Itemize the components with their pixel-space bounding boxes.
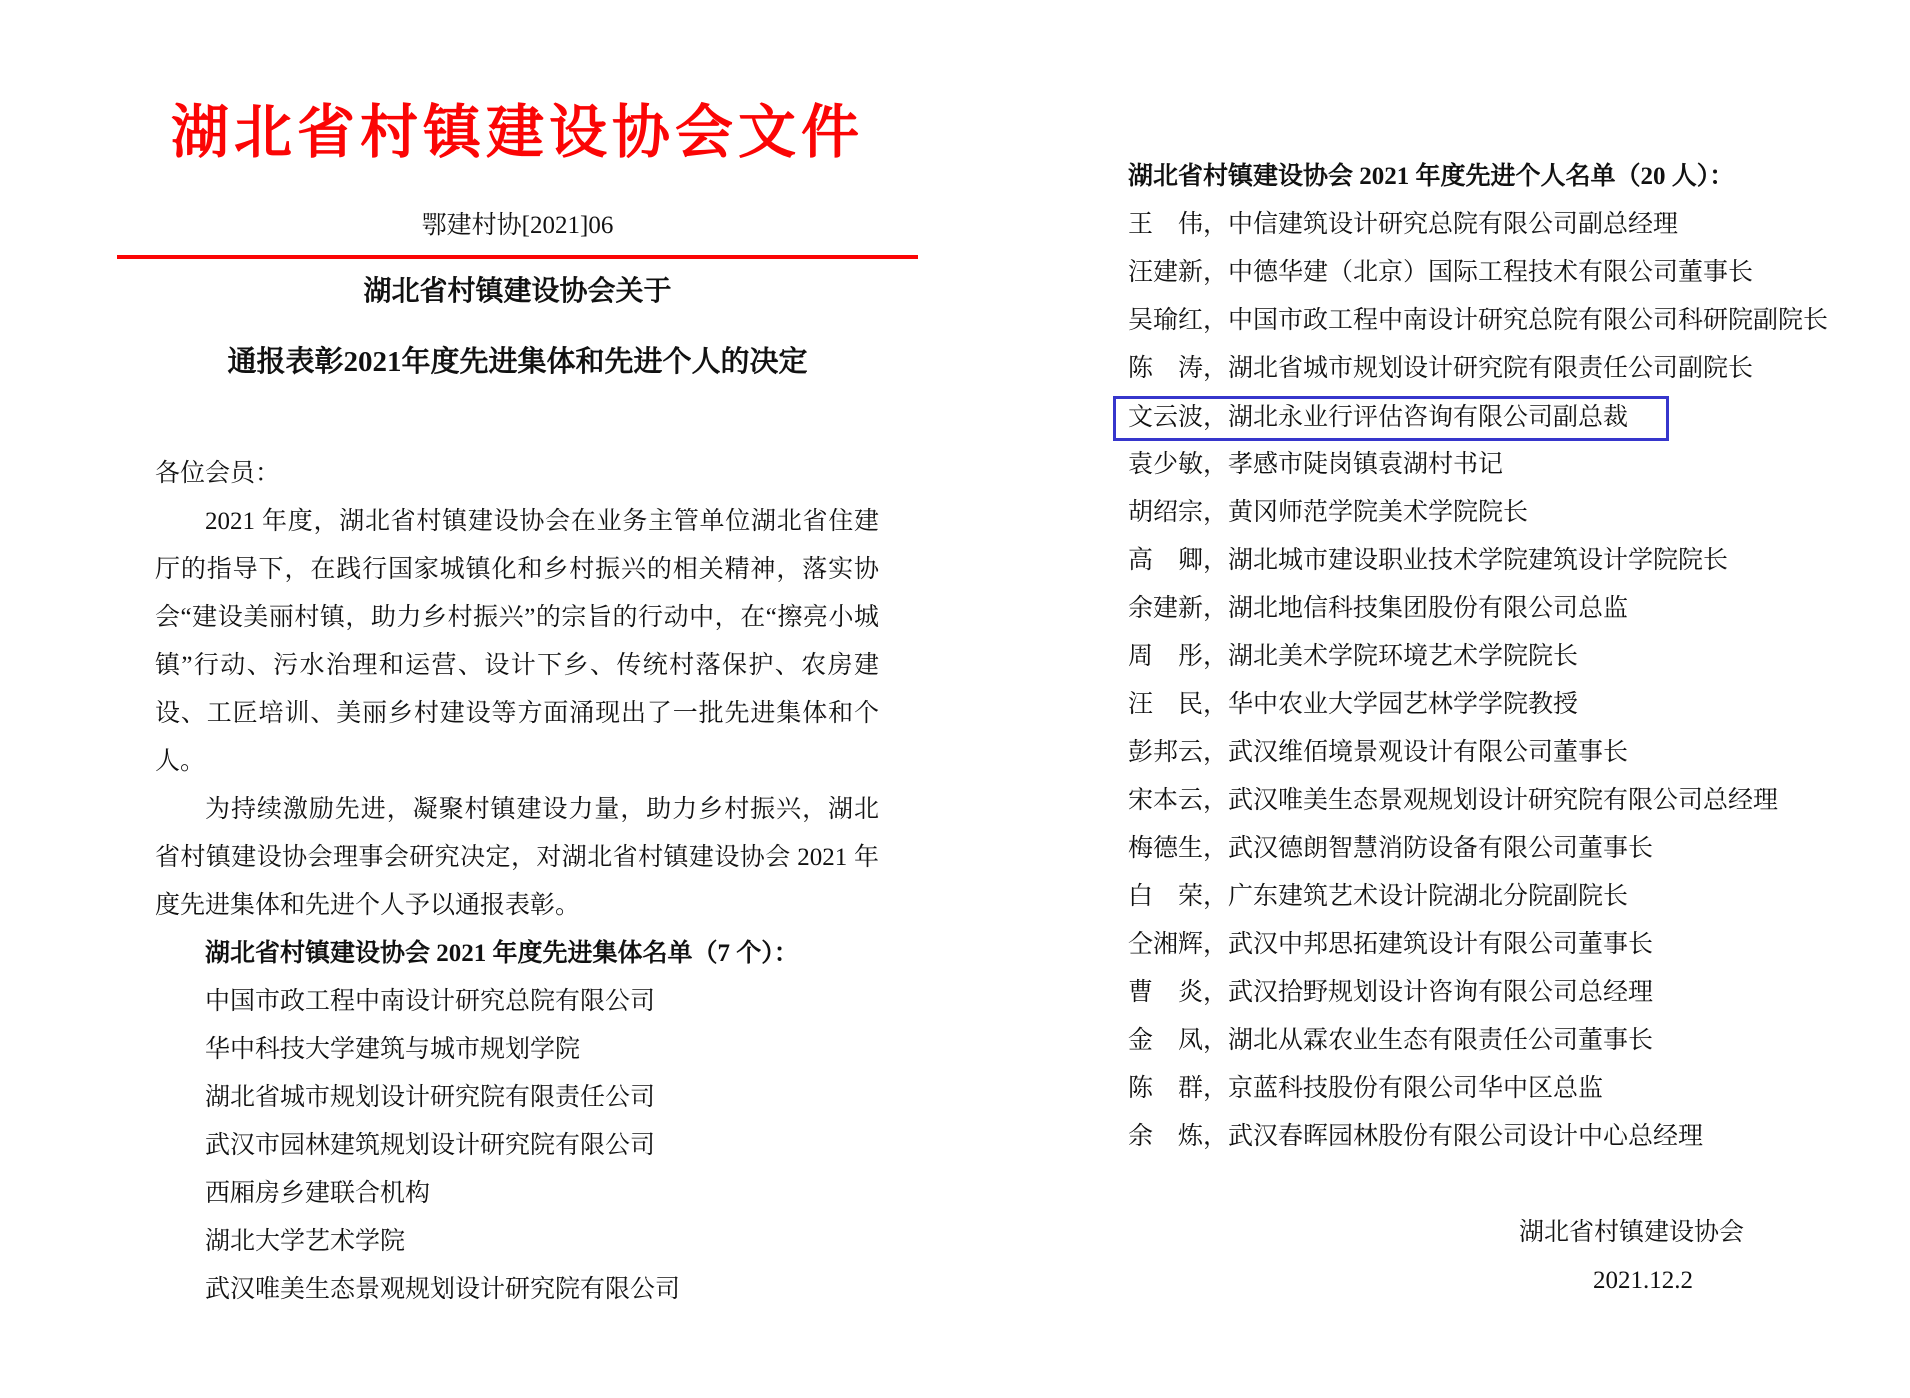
doc-title-line-2: 通报表彰2021年度先进集体和先进个人的决定	[227, 346, 808, 378]
individual-list-heading: 湖北省村镇建设协会 2021 年度先进个人名单（20 人）：	[1128, 163, 1735, 190]
individual-item: 高 卿，湖北城市建设职业技术学院建筑设计学院院长	[1128, 547, 1729, 574]
collective-item: 湖北省城市规划设计研究院有限责任公司	[205, 1084, 656, 1111]
individual-item: 金 凤，湖北从霖农业生态有限责任公司董事长	[1128, 1027, 1654, 1054]
individual-item: 汪 民，华中农业大学园艺林学学院教授	[1128, 691, 1579, 718]
collective-item: 西厢房乡建联合机构	[205, 1180, 431, 1207]
spacer	[1128, 1161, 1758, 1209]
doc-title-line-1: 湖北省村镇建设协会关于	[363, 276, 672, 307]
individual-item: 余建新，湖北地信科技集团股份有限公司总监	[1128, 595, 1629, 622]
individual-item: 袁少敏，孝感市陡岗镇袁湖村书记	[1128, 451, 1504, 478]
collective-item: 中国市政工程中南设计研究总院有限公司	[205, 988, 656, 1015]
individual-item: 余 炼，武汉春晖园林股份有限公司设计中心总经理	[1128, 1123, 1704, 1150]
individual-item: 吴瑜红，中国市政工程中南设计研究总院有限公司科研院副院长	[1128, 307, 1829, 334]
red-rule-divider	[117, 255, 918, 259]
collective-item: 湖北大学艺术学院	[205, 1228, 406, 1255]
paragraph-2: 为持续激励先进，凝聚村镇建设力量，助力乡村振兴，湖北省村镇建设协会理事会研究决定，对湖北省村镇建设协会 2021 年度先进集体和先进个人予以通报表彰。	[155, 796, 879, 919]
individual-item: 彭邦云，武汉维佰境景观设计有限公司董事长	[1128, 739, 1629, 766]
individual-item: 汪建新，中德华建（北京）国际工程技术有限公司董事长	[1128, 259, 1754, 286]
collective-item: 华中科技大学建筑与城市规划学院	[205, 1036, 581, 1063]
individual-item: 仝湘辉，武汉中邦思拓建筑设计有限公司董事长	[1128, 931, 1654, 958]
individual-item-highlighted	[1128, 393, 1758, 441]
collective-list-heading: 湖北省村镇建设协会 2021 年度先进集体名单（7 个）：	[205, 940, 799, 967]
individual-item: 梅德生，武汉德朗智慧消防设备有限公司董事长	[1128, 835, 1654, 862]
signature: 湖北省村镇建设协会	[1518, 1219, 1744, 1246]
individual-item: 宋本云，武汉唯美生态景观规划设计研究院有限公司总经理	[1128, 787, 1779, 814]
right-page-body	[1128, 153, 1829, 1305]
highlight-box: 文云波，湖北永业行评估咨询有限公司副总裁	[1113, 396, 1669, 441]
individual-item: 陈 涛，湖北省城市规划设计研究院有限责任公司副院长	[1128, 355, 1754, 382]
individual-item: 王 伟，中信建筑设计研究总院有限公司副总经理	[1128, 211, 1679, 238]
individual-item: 陈 群，京蓝科技股份有限公司华中区总监	[1128, 1075, 1604, 1102]
date: 2021.12.2	[1593, 1267, 1693, 1294]
individual-item: 曹 炎，武汉拾野规划设计咨询有限公司总经理	[1128, 979, 1654, 1006]
left-page-body	[155, 450, 879, 1314]
collective-item: 武汉市园林建筑规划设计研究院有限公司	[205, 1132, 656, 1159]
masthead-title: 湖北省村镇建设协会文件	[170, 100, 864, 165]
individual-item: 胡绍宗，黄冈师范学院美术学院院长	[1128, 499, 1529, 526]
individual-item: 白 荣，广东建筑艺术设计院湖北分院副院长	[1128, 883, 1629, 910]
salutation: 各位会员：	[155, 460, 281, 487]
paragraph-1: 2021 年度，湖北省村镇建设协会在业务主管单位湖北省住建厅的指导下，在践行国家城镇化和乡村振兴的相关精神，落实协会“建设美丽村镇，助力乡村振兴”的宗旨的行动中，在“擦亮小城镇”行动、污水治理和运营、设计下乡、传统村落保护、农房建设、工匠培训、美丽乡村建设等方面涌现出了一批先进集体和个人。	[155, 508, 879, 775]
collective-item: 武汉唯美生态景观规划设计研究院有限公司	[205, 1276, 681, 1303]
doc-number: 鄂建村协[2021]06	[421, 212, 614, 239]
individual-item: 周 彤，湖北美术学院环境艺术学院院长	[1128, 643, 1579, 670]
